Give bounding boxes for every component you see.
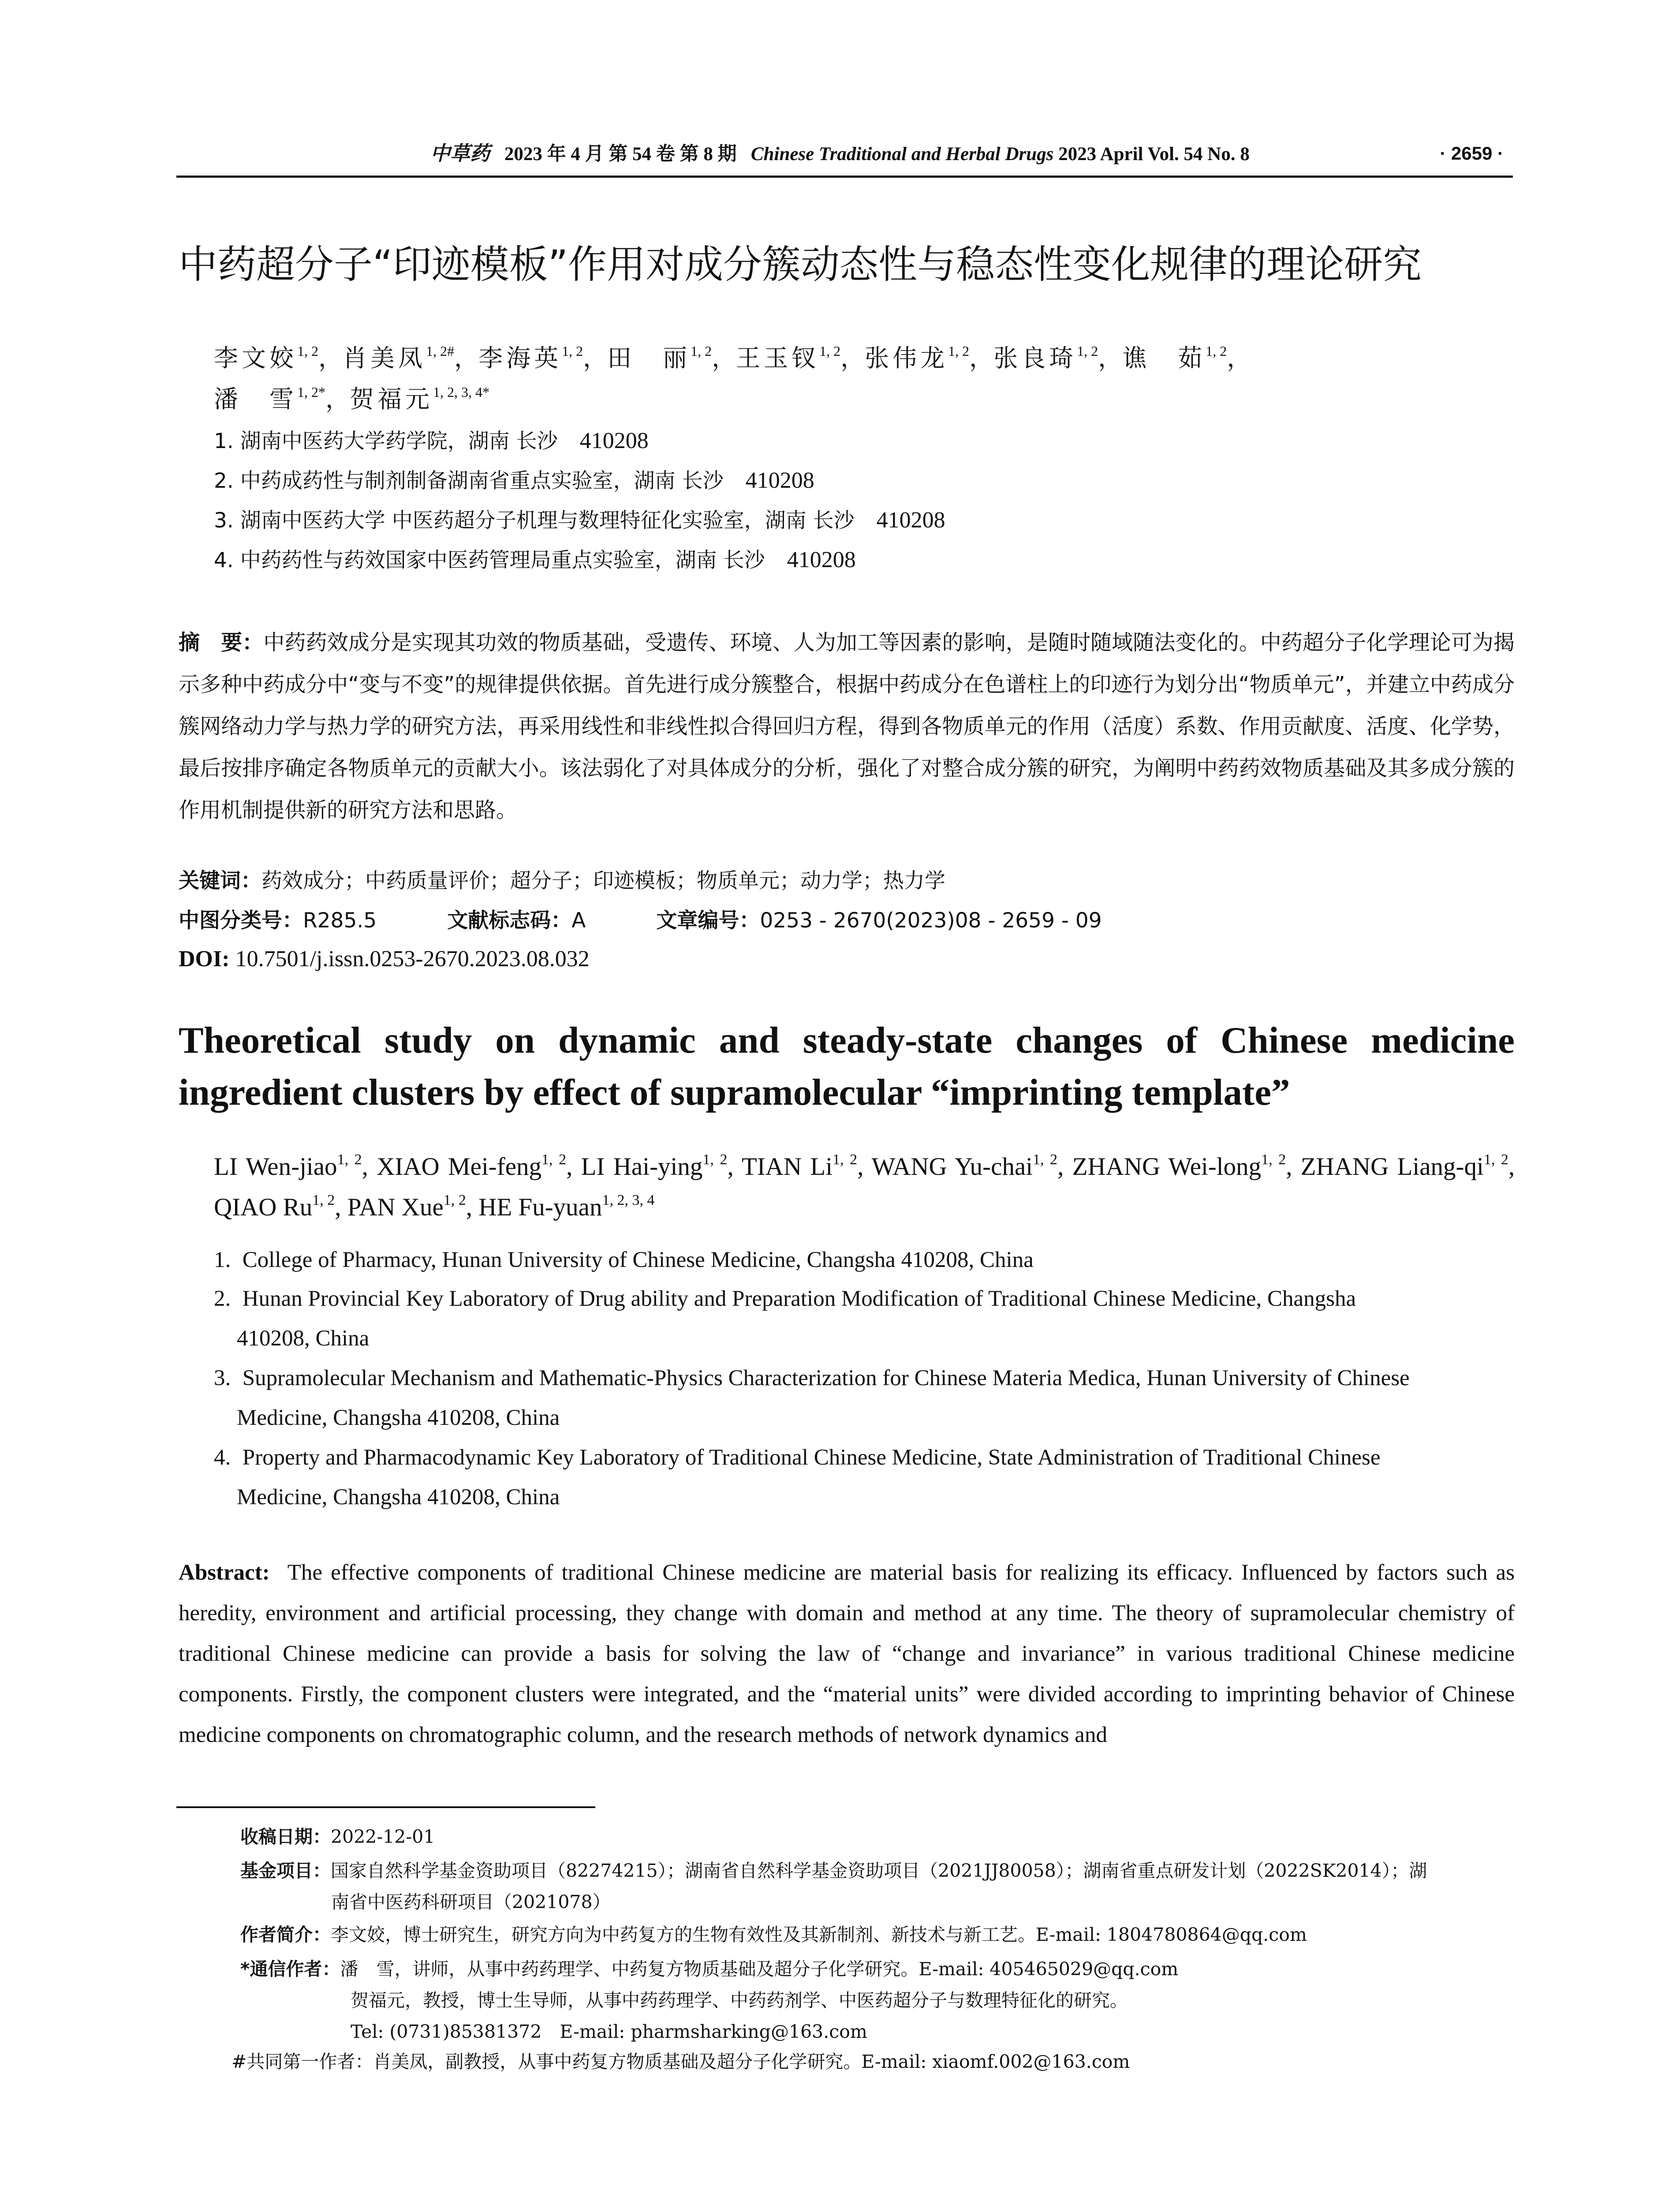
- author-cn: 张良琦$^{1, 2}$，: [993, 343, 1123, 372]
- affiliation-cn-4: 4. 中药药性与药效国家中医药管理局重点实验室，湖南 长沙 410208: [214, 547, 856, 572]
- author-cn: 肖美凤$^{1, 2\#}$，: [343, 343, 479, 372]
- header-rule: [176, 176, 1513, 178]
- journal-name-en: Chinese Traditional and Herbal Drugs: [750, 144, 1054, 164]
- abstract-en-label: Abstract:: [179, 1560, 270, 1585]
- footnote-corresponding: *通信作者：潘 雪，讲师，从事中药药理学、中药复方物质基础及超分子化学研究。E-mail: 405465029@qq.com 贺福元，教授，博士生导师，从事中药药理学、中药药剂学、中医药超分子与数理特征化的研究。 Tel: (0731)85381372 E-mail: pharmsharking@163.com: [240, 1958, 1179, 2042]
- author-cn: 贺福元$^{1, 2, 3, 4*}$: [350, 384, 490, 413]
- author-en: XIAO Mei-feng$^{1, 2}$,: [377, 1151, 581, 1181]
- author-en: PAN Xue$^{1, 2}$,: [347, 1192, 479, 1221]
- affiliation-en-3: 3. Supramolecular Mechanism and Mathematic-Physics Characterization for Chinese Materia Medica, Hunan University of Chinese Medicine, Changsha 410208, China: [214, 1366, 1410, 1430]
- journal-name-cn: 中草药: [430, 142, 490, 165]
- author-en: TIAN Li$^{1, 2}$,: [741, 1151, 872, 1181]
- author-en: WANG Yu-chai$^{1, 2}$,: [871, 1151, 1072, 1181]
- issue-cn: 2023 年 4 月 第 54 卷 第 8 期: [504, 144, 737, 164]
- author-cn: 潘 雪$^{1, 2*}$，: [214, 384, 350, 413]
- affiliation-en-1: 1. College of Pharmacy, Hunan University of Chinese Medicine, Changsha 410208, China: [214, 1248, 1034, 1272]
- footnote-rule: [176, 1806, 595, 1808]
- author-en: LI Wen-jiao$^{1, 2}$,: [214, 1151, 377, 1181]
- author-en: QIAO Ru$^{1, 2}$,: [214, 1192, 347, 1221]
- author-en: ZHANG Wei-long$^{1, 2}$,: [1072, 1151, 1301, 1181]
- running-header: [176, 140, 1504, 176]
- footnote-fund: 基金项目：国家自然科学基金资助项目（82274215）；湖南省自然科学基金资助项目（2021JJ80058）；湖南省重点研发计划（2022SK2014）；湖 南省中医药科研项目（2021078）: [240, 1860, 1427, 1913]
- footnote-co-first-author: #共同第一作者：肖美凤，副教授，从事中药复方物质基础及超分子化学研究。E-mail: xiaomf.002@163.com: [231, 2051, 1130, 2072]
- author-cn: 谯 茹$^{1, 2}$，: [1122, 343, 1251, 372]
- author-en: LI Hai-ying$^{1, 2}$,: [581, 1151, 742, 1181]
- abstract-cn: [179, 622, 1515, 831]
- author-cn: 王玉钗$^{1, 2}$，: [736, 343, 865, 372]
- page-number: · 2659 ·: [1440, 143, 1504, 164]
- affiliation-cn-2: 2. 中药成药性与制剂制备湖南省重点实验室，湖南 长沙 410208: [214, 468, 814, 493]
- author-cn: 李海英$^{1, 2}$，: [478, 343, 608, 372]
- footnote-author-bio: 作者简介：李文姣，博士研究生，研究方向为中药复方的生物有效性及其新制剂、新技术与新工艺。E-mail: 1804780864@qq.com: [240, 1924, 1307, 1945]
- footnote-received: 收稿日期：2022-12-01: [240, 1826, 435, 1847]
- classification-line: 中图分类号：R285.5 文献标志码：A 文章编号：0253 - 2670(2023)08 - 2659 - 09: [179, 908, 1102, 933]
- abstract-en-text: The effective components of traditional Chinese medicine are material basis for realizing its efficacy. Influenced by factors such as heredity, environment and artificial processing, they change with domain and method at any time. The theory of supramolecular chemistry of traditional Chinese medicine can provide a basis for solving the law of “change and invariance” in various traditional Chinese medicine components. Firstly, the component clusters were integrated, and the “material units” were divided according to imprinting behavior of Chinese medicine components on chromatographic column, and the research methods of network dynamics and: [179, 1560, 1515, 1747]
- author-cn: 张伟龙$^{1, 2}$，: [865, 343, 994, 372]
- doi: DOI: 10.7501/j.issn.0253-2670.2023.08.032: [179, 946, 590, 972]
- affiliation-en-4: 4. Property and Pharmacodynamic Key Laboratory of Traditional Chinese Medicine, State Administration of Traditional Chinese Medicine, Changsha 410208, China: [214, 1445, 1381, 1510]
- affiliation-cn-3: 3. 湖南中医药大学 中医药超分子机理与数理特征化实验室，湖南 长沙 410208: [214, 508, 945, 533]
- author-cn: 田 丽$^{1, 2}$，: [607, 343, 736, 372]
- author-en: HE Fu-yuan$^{1, 2, 3, 4}$: [478, 1192, 655, 1221]
- abstract-cn-text: 中药药效成分是实现其功效的物质基础，受遗传、环境、人为加工等因素的影响，是随时随域随法变化的。中药超分子化学理论可为揭示多种中药成分中“变与不变”的规律提供依据。首先进行成分簇整合，根据中药成分在色谱柱上的印迹行为划分出“物质单元”，并建立中药成分簇网络动力学与热力学的研究方法，再采用线性和非线性拟合得回归方程，得到各物质单元的作用（活度）系数、作用贡献度、活度、化学势，最后按排序确定各物质单元的贡献大小。该法弱化了对具体成分的分析，强化了对整合成分簇的研究，为阐明中药药效物质基础及其多成分簇的作用机制提供新的研究方法和思路。: [179, 630, 1515, 822]
- title-cn: 中药超分子“印迹模板”作用对成分簇动态性与稳态性变化规律的理论研究: [179, 242, 1422, 287]
- abstract-cn-label: 摘 要：: [179, 630, 264, 655]
- keywords-cn: 关键词：药效成分；中药质量评价；超分子；印迹模板；物质单元；动力学；热力学: [179, 869, 945, 893]
- affiliation-cn-1: 1. 湖南中医药大学药学院，湖南 长沙 410208: [214, 428, 649, 453]
- affiliation-en-2: 2. Hunan Provincial Key Laboratory of Drug ability and Preparation Modification of Traditional Chinese Medicine, Changsha 410208, China: [214, 1286, 1356, 1351]
- issue-en: 2023 April Vol. 54 No. 8: [1058, 144, 1250, 164]
- abstract-en: [179, 1552, 1515, 1755]
- title-en: Theoretical study on dynamic and steady-state changes of Chinese medicine ingredient clusters by effect of supramolecular “imprinting template”: [179, 1020, 1515, 1113]
- author-cn: 李文姣$^{1, 2}$，: [214, 343, 343, 372]
- author-en: ZHANG Liang-qi$^{1, 2}$,: [1300, 1151, 1515, 1181]
- authors-cn-line-1: [214, 336, 1519, 380]
- authors-cn-line-2: [214, 377, 1519, 421]
- header-journal-line: [176, 140, 1504, 168]
- authors-en: [214, 1147, 1515, 1228]
